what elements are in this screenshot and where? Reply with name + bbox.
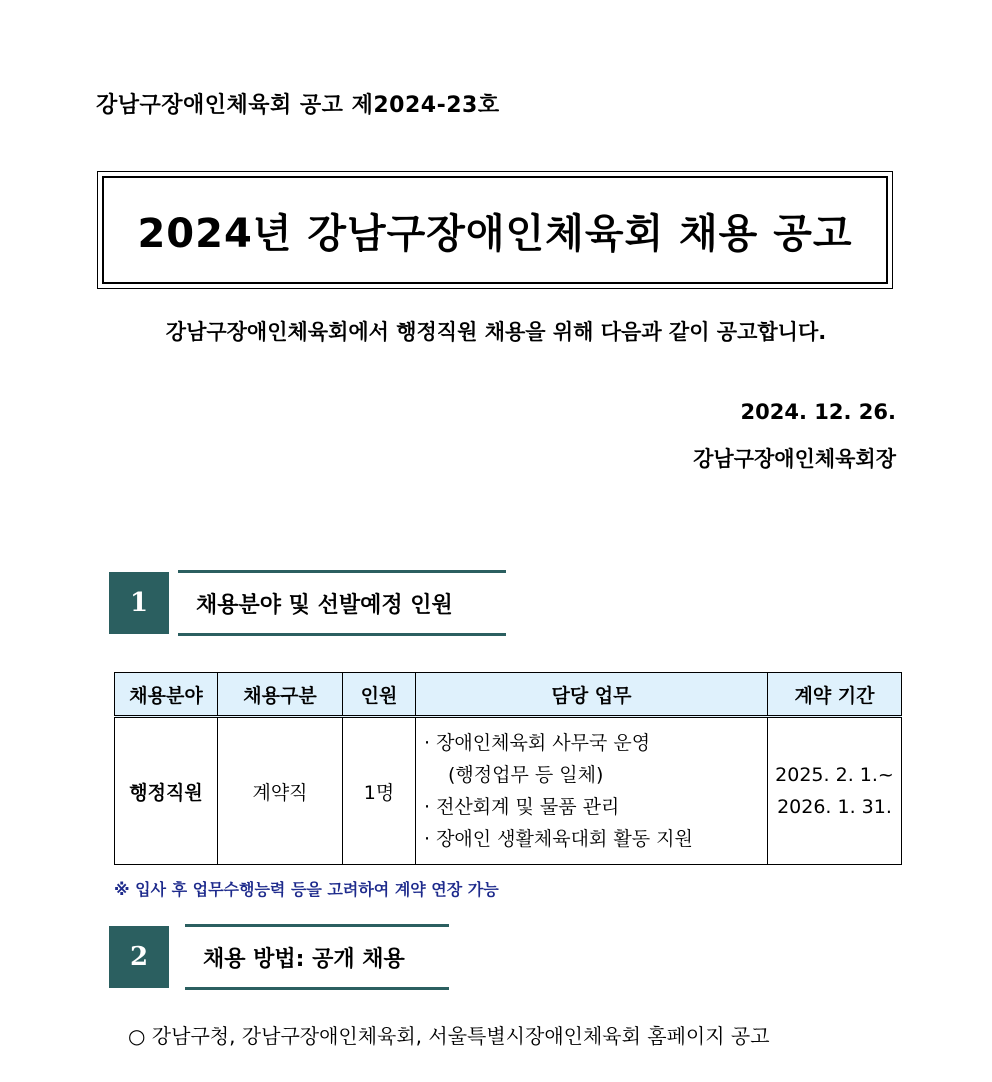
contract-note: ※ 입사 후 업무수행능력 등을 고려하여 계약 연장 가능 xyxy=(114,880,499,899)
section-2-title: 채용 방법: 공개 채용 xyxy=(185,924,449,990)
cell-duties xyxy=(416,717,768,865)
section-1-title: 채용분야 및 선발예정 인원 xyxy=(178,570,506,636)
page-title: 2024년 강남구장애인체육회 채용 공고 xyxy=(102,176,888,284)
notice-date: 2024. 12. 26. xyxy=(740,400,896,424)
duty-item: · 장애인 생활체육대회 활동 지원 xyxy=(424,828,693,850)
cell-type: 계약직 xyxy=(218,717,343,865)
signer: 강남구장애인체육회장 xyxy=(693,447,896,471)
duty-item: · 전산회계 및 물품 관리 xyxy=(424,796,620,818)
notice-number: 강남구장애인체육회 공고 제2024-23호 xyxy=(96,93,500,118)
intro-text: 강남구장애인체육회에서 행정직원 채용을 위해 다음과 같이 공고합니다. xyxy=(165,320,827,344)
cell-field: 행정직원 xyxy=(115,717,218,865)
period-end: 2026. 1. 31. xyxy=(777,796,892,818)
job-table xyxy=(114,672,902,865)
table-header-row xyxy=(115,673,902,717)
title-box xyxy=(97,171,893,289)
header-period: 계약 기간 xyxy=(768,673,902,717)
cell-period xyxy=(768,717,902,865)
header-field: 채용분야 xyxy=(115,673,218,717)
section-2-number: 2 xyxy=(109,926,169,988)
section-1-number: 1 xyxy=(109,572,169,634)
duty-item: (행정업무 등 일체) xyxy=(448,764,604,786)
cell-headcount: 1명 xyxy=(343,717,416,865)
duty-item: · 장애인체육회 사무국 운영 xyxy=(424,732,651,754)
header-headcount: 인원 xyxy=(343,673,416,717)
header-type: 채용구분 xyxy=(218,673,343,717)
header-duties: 담당 업무 xyxy=(416,673,768,717)
table-row xyxy=(115,717,902,865)
recruit-method-item: ○ 강남구청, 강남구장애인체육회, 서울특별시장애인체육회 홈페이지 공고 xyxy=(128,1024,770,1048)
period-start: 2025. 2. 1.~ xyxy=(775,764,894,786)
